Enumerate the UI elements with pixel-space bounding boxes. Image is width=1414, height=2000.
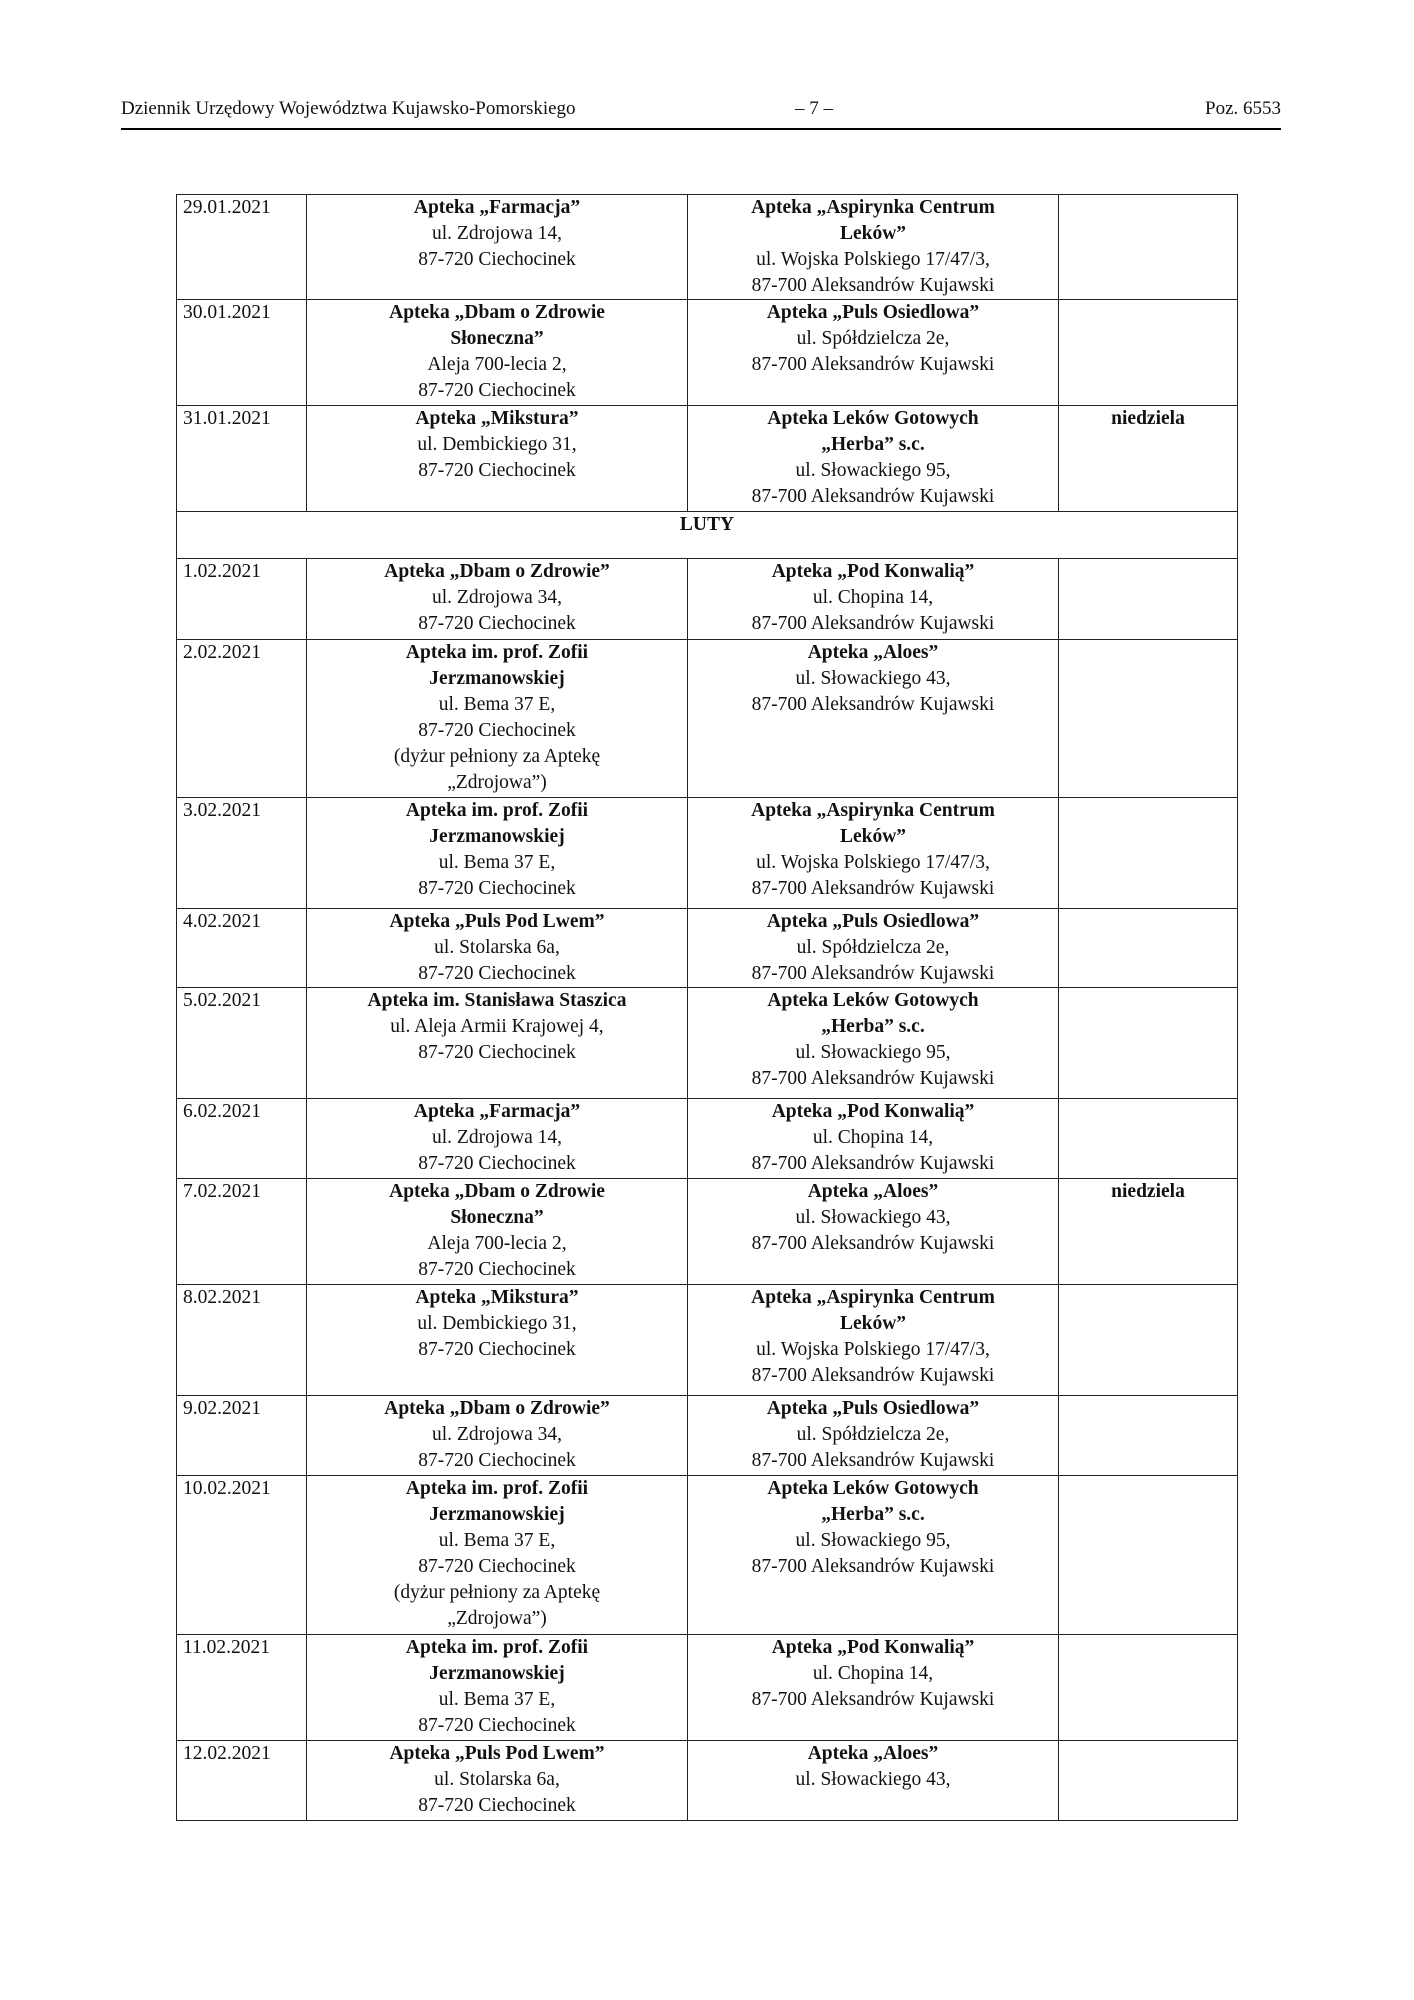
duty-date: 4.02.2021 — [177, 909, 307, 988]
pharmacy-name: Leków” — [839, 1313, 907, 1334]
pharmacy-address-line: ul. Słowackiego 95, — [795, 1042, 951, 1063]
duty-date: 1.02.2021 — [177, 559, 307, 640]
pharmacy-address-line: ul. Słowackiego 43, — [795, 1207, 951, 1228]
pharmacy-address-line: 87-720 Ciechocinek — [418, 1042, 576, 1063]
pharmacy-aleksandrow — [688, 559, 1059, 640]
pharmacy-address-line: ul. Bema 37 E, — [438, 852, 556, 873]
pharmacy-ciechocinek — [307, 406, 688, 512]
pharmacy-name: Apteka „Aspirynka Centrum — [751, 800, 995, 821]
pharmacy-name: Apteka „Pod Konwalią” — [771, 1101, 975, 1122]
pharmacy-address-line: 87-700 Aleksandrów Kujawski — [751, 878, 995, 899]
table-row — [177, 559, 1238, 640]
day-note — [1059, 1099, 1238, 1179]
pharmacy-name: Apteka „Aloes” — [807, 1181, 939, 1202]
pharmacy-ciechocinek — [307, 195, 688, 300]
pharmacy-name: Jerzmanowskiej — [429, 826, 565, 847]
pharmacy-address-line: ul. Zdrojowa 14, — [432, 223, 562, 244]
pharmacy-address-line: 87-720 Ciechocinek — [418, 1715, 576, 1736]
pharmacy-ciechocinek — [307, 988, 688, 1099]
pharmacy-address-line: ul. Zdrojowa 14, — [432, 1127, 562, 1148]
month-heading-row — [177, 512, 1238, 559]
pharmacy-name: Apteka „Pod Konwalią” — [771, 1637, 975, 1658]
pharmacy-address-line: ul. Wojska Polskiego 17/47/3, — [756, 852, 990, 873]
pharmacy-address-line: ul. Spółdzielcza 2e, — [796, 937, 950, 958]
pharmacy-address-line: 87-700 Aleksandrów Kujawski — [751, 1233, 995, 1254]
table-row — [177, 1099, 1238, 1179]
pharmacy-name: Jerzmanowskiej — [429, 668, 565, 689]
pharmacy-ciechocinek — [307, 1285, 688, 1396]
pharmacy-name: Apteka „Aspirynka Centrum — [751, 197, 995, 218]
duty-date: 30.01.2021 — [177, 300, 307, 406]
pharmacy-name: Apteka „Dbam o Zdrowie — [389, 302, 605, 323]
pharmacy-aleksandrow — [688, 798, 1059, 909]
day-note — [1059, 640, 1238, 798]
pharmacy-ciechocinek — [307, 1396, 688, 1476]
pharmacy-aleksandrow — [688, 1099, 1059, 1179]
pharmacy-address-line: ul. Słowackiego 95, — [795, 1530, 951, 1551]
day-note — [1059, 1741, 1238, 1821]
pharmacy-address-line: 87-700 Aleksandrów Kujawski — [751, 1689, 995, 1710]
day-note — [1059, 1396, 1238, 1476]
pharmacy-address-line: (dyżur pełniony za Aptekę — [393, 1582, 601, 1603]
pharmacy-ciechocinek — [307, 1476, 688, 1635]
page-number: – 7 – — [795, 98, 833, 119]
pharmacy-ciechocinek — [307, 1099, 688, 1179]
pharmacy-name: Apteka „Puls Osiedlowa” — [766, 302, 980, 323]
pharmacy-aleksandrow — [688, 1285, 1059, 1396]
pharmacy-address-line: ul. Chopina 14, — [812, 1663, 934, 1684]
pharmacy-aleksandrow — [688, 1396, 1059, 1476]
table-row — [177, 988, 1238, 1099]
duty-date: 3.02.2021 — [177, 798, 307, 909]
pharmacy-address-line: 87-700 Aleksandrów Kujawski — [751, 354, 995, 375]
pharmacy-name: Apteka „Aspirynka Centrum — [751, 1287, 995, 1308]
pharmacy-name: Apteka „Puls Osiedlowa” — [766, 911, 980, 932]
duty-date: 29.01.2021 — [177, 195, 307, 300]
position-number: Poz. 6553 — [1205, 98, 1281, 119]
pharmacy-aleksandrow — [688, 909, 1059, 988]
pharmacy-address-line: 87-700 Aleksandrów Kujawski — [751, 694, 995, 715]
pharmacy-name: Apteka im. Stanisława Staszica — [367, 990, 627, 1011]
pharmacy-name: Apteka Leków Gotowych — [767, 990, 979, 1011]
pharmacy-address-line: 87-700 Aleksandrów Kujawski — [751, 1556, 995, 1577]
pharmacy-address-line: ul. Dembickiego 31, — [417, 1313, 577, 1334]
pharmacy-ciechocinek — [307, 300, 688, 406]
pharmacy-ciechocinek — [307, 1741, 688, 1821]
day-note — [1059, 559, 1238, 640]
day-note — [1059, 909, 1238, 988]
pharmacy-name: Apteka im. prof. Zofii — [405, 642, 589, 663]
day-note — [1059, 798, 1238, 909]
pharmacy-name: Apteka „Puls Osiedlowa” — [766, 1398, 980, 1419]
pharmacy-name: Apteka „Farmacja” — [413, 197, 581, 218]
pharmacy-name: Jerzmanowskiej — [429, 1663, 565, 1684]
pharmacy-address-line: ul. Stolarska 6a, — [434, 937, 560, 958]
duty-date: 7.02.2021 — [177, 1179, 307, 1285]
day-note — [1059, 988, 1238, 1099]
duty-date: 5.02.2021 — [177, 988, 307, 1099]
pharmacy-address-line: ul. Bema 37 E, — [438, 694, 556, 715]
pharmacy-name: Słoneczna” — [450, 1207, 544, 1228]
pharmacy-address-line: 87-720 Ciechocinek — [418, 249, 576, 270]
journal-title: Dziennik Urzędowy Województwa Kujawsko-Pomorskiego — [121, 98, 576, 119]
pharmacy-ciechocinek — [307, 1179, 688, 1285]
pharmacy-name: Apteka im. prof. Zofii — [405, 800, 589, 821]
duty-date: 11.02.2021 — [177, 1635, 307, 1741]
pharmacy-name: Apteka „Aloes” — [807, 1743, 939, 1764]
pharmacy-address-line: ul. Wojska Polskiego 17/47/3, — [756, 249, 990, 270]
pharmacy-address-line: Aleja 700-lecia 2, — [427, 1233, 567, 1254]
pharmacy-aleksandrow — [688, 406, 1059, 512]
pharmacy-name: Leków” — [839, 223, 907, 244]
pharmacy-address-line: 87-720 Ciechocinek — [418, 1153, 576, 1174]
pharmacy-address-line: ul. Zdrojowa 34, — [432, 1424, 562, 1445]
pharmacy-name: Apteka Leków Gotowych — [767, 1478, 979, 1499]
pharmacy-address-line: 87-700 Aleksandrów Kujawski — [751, 613, 995, 634]
pharmacy-aleksandrow — [688, 195, 1059, 300]
pharmacy-address-line: ul. Spółdzielcza 2e, — [796, 328, 950, 349]
pharmacy-address-line: 87-700 Aleksandrów Kujawski — [751, 275, 995, 296]
table-row — [177, 798, 1238, 909]
pharmacy-address-line: 87-720 Ciechocinek — [418, 1450, 576, 1471]
pharmacy-address-line: 87-720 Ciechocinek — [418, 720, 576, 741]
pharmacy-address-line: ul. Zdrojowa 34, — [432, 587, 562, 608]
pharmacy-aleksandrow — [688, 1741, 1059, 1821]
day-note — [1059, 1285, 1238, 1396]
pharmacy-address-line: 87-720 Ciechocinek — [418, 1795, 576, 1816]
duty-date: 12.02.2021 — [177, 1741, 307, 1821]
pharmacy-address-line: 87-720 Ciechocinek — [418, 380, 576, 401]
pharmacy-address-line: 87-720 Ciechocinek — [418, 1259, 576, 1280]
pharmacy-address-line: 87-720 Ciechocinek — [418, 460, 576, 481]
pharmacy-address-line: 87-700 Aleksandrów Kujawski — [751, 486, 995, 507]
table-row — [177, 1635, 1238, 1741]
pharmacy-address-line: 87-700 Aleksandrów Kujawski — [751, 1365, 995, 1386]
day-note: niedziela — [1059, 1179, 1238, 1285]
pharmacy-name: Apteka „Dbam o Zdrowie” — [384, 1398, 610, 1419]
day-note: niedziela — [1059, 406, 1238, 512]
pharmacy-address-line: ul. Aleja Armii Krajowej 4, — [390, 1016, 604, 1037]
pharmacy-name: Apteka „Dbam o Zdrowie — [389, 1181, 605, 1202]
duty-date: 8.02.2021 — [177, 1285, 307, 1396]
table-row — [177, 406, 1238, 512]
pharmacy-address-line: Aleja 700-lecia 2, — [427, 354, 567, 375]
table-row — [177, 300, 1238, 406]
pharmacy-address-line: ul. Bema 37 E, — [438, 1689, 556, 1710]
pharmacy-aleksandrow — [688, 988, 1059, 1099]
table-row — [177, 640, 1238, 798]
pharmacy-address-line: ul. Słowackiego 43, — [795, 1769, 951, 1790]
duty-date: 31.01.2021 — [177, 406, 307, 512]
pharmacy-aleksandrow — [688, 1179, 1059, 1285]
pharmacy-address-line: ul. Chopina 14, — [812, 587, 934, 608]
pharmacy-address-line: „Zdrojowa”) — [447, 772, 547, 793]
table-row — [177, 1741, 1238, 1821]
pharmacy-ciechocinek — [307, 909, 688, 988]
pharmacy-name: „Herba” s.c. — [821, 1016, 925, 1037]
pharmacy-address-line: ul. Słowackiego 43, — [795, 668, 951, 689]
pharmacy-address-line: 87-700 Aleksandrów Kujawski — [751, 1153, 995, 1174]
pharmacy-address-line: 87-720 Ciechocinek — [418, 613, 576, 634]
pharmacy-address-line: 87-700 Aleksandrów Kujawski — [751, 1450, 995, 1471]
pharmacy-name: Apteka „Farmacja” — [413, 1101, 581, 1122]
pharmacy-name: Apteka „Puls Pod Lwem” — [389, 911, 605, 932]
pharmacy-address-line: 87-720 Ciechocinek — [418, 1339, 576, 1360]
pharmacy-aleksandrow — [688, 300, 1059, 406]
pharmacy-address-line: 87-700 Aleksandrów Kujawski — [751, 963, 995, 984]
pharmacy-name: Apteka im. prof. Zofii — [405, 1637, 589, 1658]
pharmacy-name: Apteka „Mikstura” — [415, 408, 579, 429]
pharmacy-address-line: ul. Słowackiego 95, — [795, 460, 951, 481]
pharmacy-name: „Herba” s.c. — [821, 1504, 925, 1525]
pharmacy-address-line: 87-720 Ciechocinek — [418, 878, 576, 899]
day-note — [1059, 195, 1238, 300]
pharmacy-name: „Herba” s.c. — [821, 434, 925, 455]
duty-date: 10.02.2021 — [177, 1476, 307, 1635]
pharmacy-address-line: ul. Bema 37 E, — [438, 1530, 556, 1551]
pharmacy-name: Słoneczna” — [450, 328, 544, 349]
table-row — [177, 1179, 1238, 1285]
pharmacy-address-line: ul. Wojska Polskiego 17/47/3, — [756, 1339, 990, 1360]
pharmacy-name: Apteka „Mikstura” — [415, 1287, 579, 1308]
pharmacy-ciechocinek — [307, 1635, 688, 1741]
pharmacy-address-line: „Zdrojowa”) — [447, 1608, 547, 1629]
duty-date: 6.02.2021 — [177, 1099, 307, 1179]
pharmacy-address-line: ul. Chopina 14, — [812, 1127, 934, 1148]
pharmacy-name: Apteka „Dbam o Zdrowie” — [384, 561, 610, 582]
table-row — [177, 1285, 1238, 1396]
table-row — [177, 909, 1238, 988]
month-heading: LUTY — [177, 512, 1238, 559]
pharmacy-address-line: ul. Stolarska 6a, — [434, 1769, 560, 1790]
pharmacy-address-line: ul. Dembickiego 31, — [417, 434, 577, 455]
pharmacy-name: Apteka im. prof. Zofii — [405, 1478, 589, 1499]
pharmacy-ciechocinek — [307, 798, 688, 909]
day-note — [1059, 1635, 1238, 1741]
pharmacy-name: Leków” — [839, 826, 907, 847]
page-header — [121, 92, 1281, 130]
table-row — [177, 1476, 1238, 1635]
pharmacy-address-line: (dyżur pełniony za Aptekę — [393, 746, 601, 767]
pharmacy-aleksandrow — [688, 640, 1059, 798]
pharmacy-address-line: ul. Spółdzielcza 2e, — [796, 1424, 950, 1445]
pharmacy-address-line: 87-700 Aleksandrów Kujawski — [751, 1068, 995, 1089]
pharmacy-name: Apteka „Pod Konwalią” — [771, 561, 975, 582]
table-row — [177, 195, 1238, 300]
pharmacy-name: Apteka „Aloes” — [807, 642, 939, 663]
pharmacy-name: Apteka Leków Gotowych — [767, 408, 979, 429]
pharmacy-ciechocinek — [307, 559, 688, 640]
pharmacy-address-line: 87-720 Ciechocinek — [418, 1556, 576, 1577]
day-note — [1059, 1476, 1238, 1635]
pharmacy-name: Apteka „Puls Pod Lwem” — [389, 1743, 605, 1764]
pharmacy-aleksandrow — [688, 1635, 1059, 1741]
pharmacy-aleksandrow — [688, 1476, 1059, 1635]
duty-date: 9.02.2021 — [177, 1396, 307, 1476]
day-note — [1059, 300, 1238, 406]
pharmacy-address-line: 87-720 Ciechocinek — [418, 963, 576, 984]
pharmacy-duty-table — [176, 194, 1238, 1821]
pharmacy-name: Jerzmanowskiej — [429, 1504, 565, 1525]
duty-date: 2.02.2021 — [177, 640, 307, 798]
pharmacy-ciechocinek — [307, 640, 688, 798]
table-row — [177, 1396, 1238, 1476]
